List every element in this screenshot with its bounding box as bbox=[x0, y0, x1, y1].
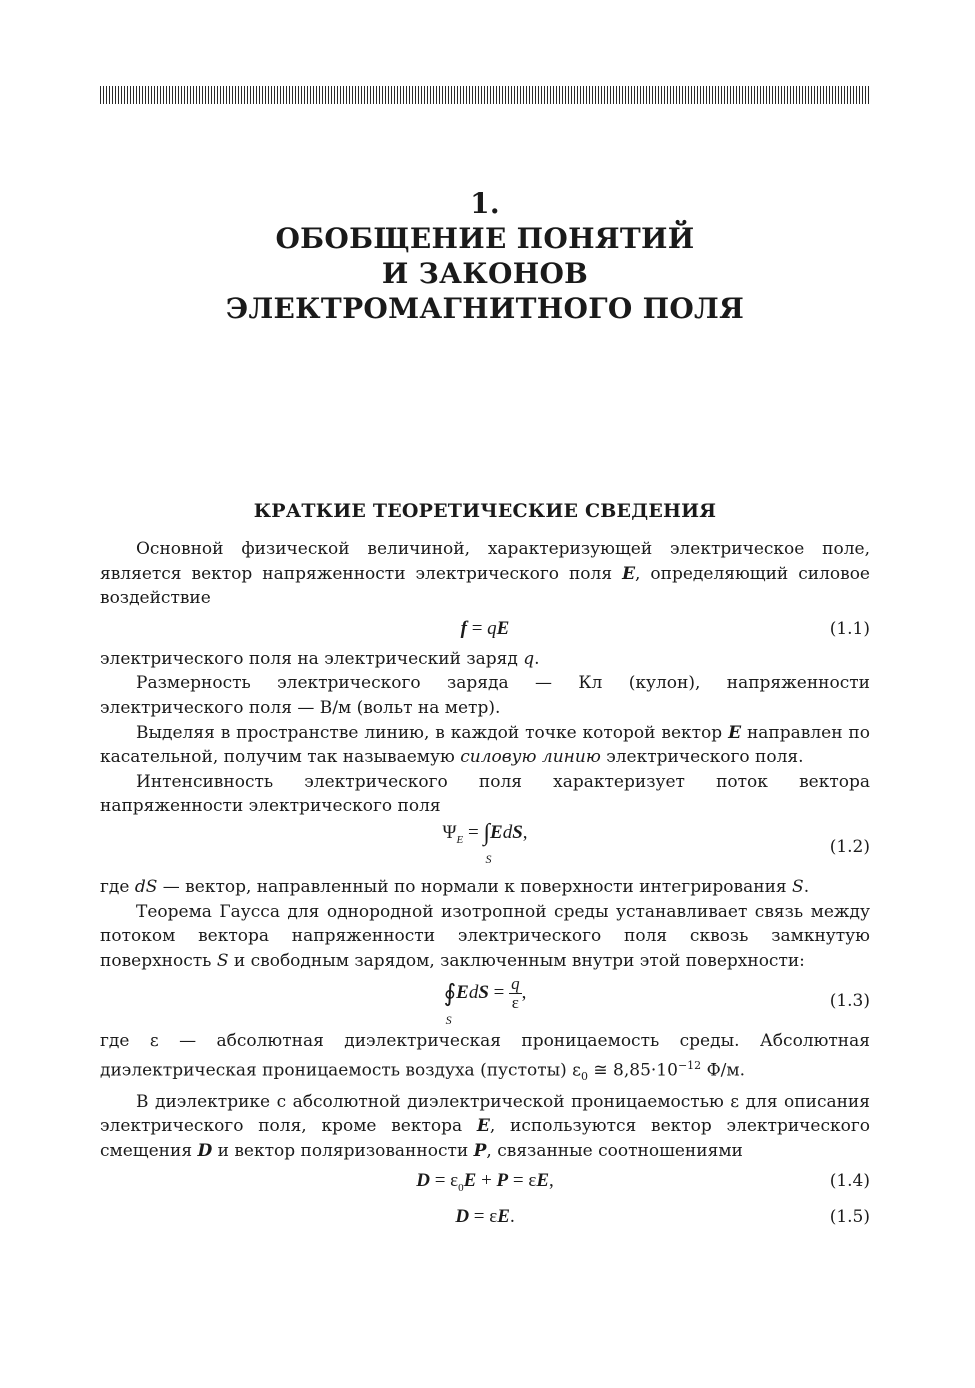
equation-1-1 bbox=[100, 611, 870, 647]
p4-text-italic: силовую линию bbox=[460, 747, 601, 768]
p6-text-b: — вектор, направленный по нормали к поверхности интегрирования bbox=[157, 876, 793, 897]
equation-number: (1.5) bbox=[829, 1207, 870, 1228]
formula-1-4: $D = \varepsilon_0E + P = \varepsilon E$, bbox=[416, 1170, 554, 1195]
paragraph-4 bbox=[100, 721, 870, 770]
p8-text-b: ≅ 8,85·10 bbox=[588, 1060, 678, 1081]
p6-text-c: . bbox=[803, 876, 810, 897]
chapter-title-line-2: И ЗАКОНОВ bbox=[381, 257, 589, 290]
paragraph-6 bbox=[100, 875, 870, 900]
chapter-title-line-3: ЭЛЕКТРОМАГНИТНОГО ПОЛЯ bbox=[225, 292, 745, 325]
p4-text-b: направлен по касательной, получим так называемую bbox=[100, 722, 870, 768]
formula-1-1: f = qE bbox=[460, 617, 510, 639]
equation-number: (1.1) bbox=[829, 618, 870, 639]
symbol-P: P bbox=[473, 1140, 487, 1161]
subscript-zero: 0 bbox=[581, 1069, 588, 1083]
body-text bbox=[100, 537, 870, 1235]
equation-1-3 bbox=[100, 973, 870, 1029]
symbol-S: S bbox=[216, 950, 229, 971]
section-title: КРАТКИЕ ТЕОРЕТИЧЕСКИЕ СВЕДЕНИЯ bbox=[253, 500, 717, 522]
symbol-S: S bbox=[792, 876, 804, 897]
symbol-E: E bbox=[476, 1116, 490, 1137]
p1-text-a: Основной физической величиной, характеризующей электрическое поле, является вектор напряженности электрического поля bbox=[100, 539, 870, 584]
fraction: $\frac{q}{\varepsilon}$ bbox=[511, 974, 520, 1013]
p2-text-b: . bbox=[534, 648, 540, 669]
p8-text-a: где ε — абсолютная диэлектрическая проницаемость среды. Абсолютная диэлектрическая проницаемость воздуха (пустоты) ε bbox=[100, 1031, 870, 1081]
formula-1-5: D = εE. bbox=[455, 1206, 515, 1228]
superscript-exponent: −12 bbox=[677, 1058, 702, 1072]
paragraph-2 bbox=[100, 647, 870, 672]
chapter-heading bbox=[100, 186, 870, 326]
formula-1-2: $\Psi_E$ = ∫ S EdS, bbox=[442, 820, 528, 867]
equation-1-4 bbox=[100, 1163, 870, 1199]
p9-text-c: и вектор поляризованности bbox=[212, 1140, 474, 1161]
p7-text-b: и свободным зарядом, заключенным внутри этой поверхности: bbox=[228, 950, 805, 971]
symbol-E: E bbox=[728, 722, 742, 743]
equation-number: (1.3) bbox=[829, 991, 870, 1012]
equation-1-5 bbox=[100, 1199, 870, 1235]
p6-text-a: где bbox=[100, 876, 135, 897]
p2-text-a: электрического поля на электрический заряд bbox=[100, 648, 524, 669]
paragraph-7 bbox=[100, 900, 870, 974]
formula-1-3: ∮ S EdS = $\frac{q}{\varepsilon}$ , bbox=[443, 974, 527, 1027]
equation-number: (1.4) bbox=[829, 1171, 870, 1192]
paragraph-1 bbox=[100, 537, 870, 611]
p8-text-c: Ф/м. bbox=[701, 1060, 746, 1081]
p4-text-a: Выделяя в пространстве линию, в каждой точке которой вектор bbox=[136, 722, 729, 743]
p1-text-b: , определяющий силовое воздействие bbox=[100, 563, 870, 609]
equation-1-2 bbox=[100, 819, 870, 875]
p9-text-a: В диэлектрике с абсолютной диэлектрической проницаемостью ε для описания электрического поля, кроме вектора bbox=[100, 1091, 870, 1137]
chapter-number: 1. bbox=[470, 187, 500, 220]
p9-text-b: , используются вектор электрического смещения bbox=[100, 1116, 870, 1161]
p9-text-d: , связанные соотношениями bbox=[486, 1140, 743, 1161]
p4-text-d: электрического поля. bbox=[600, 747, 804, 768]
paragraph-9 bbox=[100, 1090, 870, 1164]
symbol-dS: dS bbox=[134, 876, 158, 897]
paragraph-8 bbox=[100, 1029, 870, 1089]
paragraph-5: Интенсивность электрического поля характеризует поток вектора напряженности электрического поля bbox=[100, 771, 870, 817]
header-rule bbox=[100, 86, 870, 104]
symbol-E: E bbox=[622, 563, 636, 584]
paragraph-3: Размерность электрического заряда — Кл (кулон), напряженности электрического поля — В/м (вольт на метр). bbox=[100, 673, 870, 718]
symbol-q: q bbox=[523, 648, 535, 669]
p7-text-a: Теорема Гаусса для однородной изотропной среды устанавливает связь между потоком вектора напряженности электрического поля сквозь замкнутую поверхность bbox=[100, 901, 870, 971]
equation-number: (1.2) bbox=[829, 836, 870, 857]
symbol-D: D bbox=[197, 1140, 213, 1161]
chapter-title-line-1: ОБОБЩЕНИЕ ПОНЯТИЙ bbox=[275, 222, 695, 255]
